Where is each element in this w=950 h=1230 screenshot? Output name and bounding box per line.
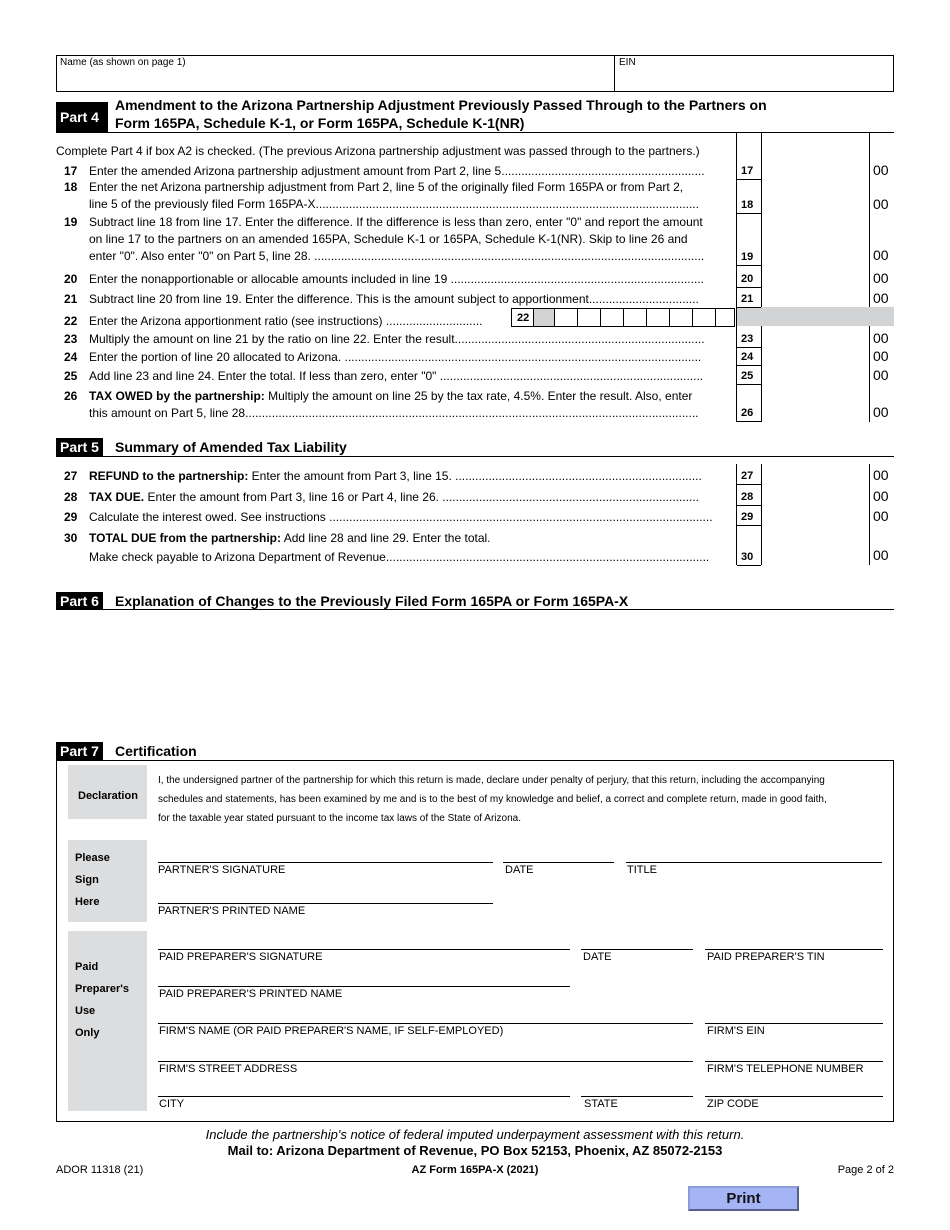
line19-cents: 00 <box>873 247 889 263</box>
ein-label: EIN <box>619 57 636 68</box>
firm-name-line <box>158 1023 693 1024</box>
state-label: STATE <box>584 1098 618 1110</box>
footer-include-note: Include the partnership's notice of federal imputed underpayment assessment with this return. <box>205 1127 745 1142</box>
line22-box: 22 <box>517 312 530 324</box>
line19-text-a: Subtract line 18 from line 17. Enter the difference. If the difference is less than zero, enter "0" and report the amount <box>89 215 703 229</box>
sign-word-sign: Sign <box>75 874 99 886</box>
prep-name-label: PAID PREPARER'S PRINTED NAME <box>159 988 343 1000</box>
part4-intro: Complete Part 4 if box A2 is checked. (The previous Arizona partnership adjustment was passed through to the partners.) <box>56 144 700 158</box>
firm-ein-line <box>705 1023 883 1024</box>
line18-amount-input[interactable] <box>762 196 868 213</box>
line19-amount-input[interactable] <box>762 248 868 265</box>
city-label: CITY <box>159 1098 185 1110</box>
partner-sig-line <box>158 862 493 863</box>
line28-text <box>89 489 733 506</box>
line20-cents: 00 <box>873 270 889 286</box>
line26-text-a <box>89 388 692 405</box>
line22-num: 22 <box>64 314 78 328</box>
line26-text-b: this amount on Part 5, line 28........................................................................................................................................ <box>89 406 699 420</box>
line26-rest: Multiply the amount on line 25 by the tax rate, 4.5%. Enter the result. Also, enter <box>264 389 693 403</box>
line18-cents: 00 <box>873 196 889 212</box>
line21-box: 21 <box>741 293 754 305</box>
name-label: Name (as shown on page 1) <box>60 57 186 68</box>
prep-tin-label: PAID PREPARER'S TIN <box>707 951 825 963</box>
line21-box-rule <box>737 307 761 308</box>
firm-address-input[interactable] <box>158 1042 693 1060</box>
line23-cents: 00 <box>873 330 889 346</box>
line28-box-rule <box>737 505 761 506</box>
part4-title-line1: Amendment to the Arizona Partnership Adjustment Previously Passed Through to the Partners on <box>115 97 767 113</box>
partner-title-line <box>626 862 882 863</box>
line19-text-b: on line 17 to the partners on an amended 165PA, Schedule K-1 or 165PA, Schedule K-1(NR). Skip to line 26 and <box>89 232 688 246</box>
part6-tag: Part 6 <box>56 592 103 610</box>
firm-name-input[interactable] <box>158 1004 693 1022</box>
state-line <box>581 1096 693 1097</box>
line21-num: 21 <box>64 292 78 306</box>
line17-amount-input[interactable] <box>762 163 868 180</box>
firm-ein-label: FIRM'S EIN <box>707 1025 765 1037</box>
line28-box: 28 <box>741 491 754 503</box>
part5-tag: Part 5 <box>56 438 103 456</box>
prep-signature-input[interactable] <box>158 930 570 948</box>
prep-date-input[interactable] <box>581 930 693 948</box>
declaration-label: Declaration <box>78 790 138 802</box>
prep-name-line <box>158 986 570 987</box>
declaration-line3: for the taxable year stated pursuant to the income tax laws of the State of Arizona. <box>158 813 521 824</box>
p4-col-right <box>869 132 870 422</box>
prep-date-line <box>581 949 693 950</box>
line20-box: 20 <box>741 273 754 285</box>
line24-box-rule <box>737 365 761 366</box>
line23-num: 23 <box>64 332 78 346</box>
partner-date-label: DATE <box>505 864 534 876</box>
line22-text: Enter the Arizona apportionment ratio (see instructions) ............................. <box>89 314 483 328</box>
line23-text: Multiply the amount on line 21 by the ratio on line 22. Enter the result........................................................................... <box>89 332 705 346</box>
name-ein-divider <box>614 55 615 92</box>
line17-box-rule <box>737 179 761 180</box>
prep-tin-input[interactable] <box>705 930 883 948</box>
footer-form-title: AZ Form 165PA-X (2021) <box>411 1164 539 1176</box>
line23-box: 23 <box>741 333 754 345</box>
line24-text: Enter the portion of line 20 allocated to Arizona. ........................................................................................................... <box>89 350 702 364</box>
line27-cents: 00 <box>873 467 889 483</box>
sign-word-please: Please <box>75 852 110 864</box>
line19-box-rule <box>737 265 761 266</box>
line20-text: Enter the nonapportionable or allocable amounts included in line 19 ............................................................................ <box>89 272 704 286</box>
partner-signature-input[interactable] <box>158 843 493 861</box>
declaration-text <box>158 771 827 828</box>
line28-num: 28 <box>64 490 78 504</box>
firm-phone-line <box>705 1061 883 1062</box>
part5-title: Summary of Amended Tax Liability <box>115 439 347 455</box>
ein-input[interactable] <box>617 70 892 90</box>
line21-amount-input[interactable] <box>762 291 868 308</box>
ratio-input[interactable] <box>555 309 734 326</box>
line17-num: 17 <box>64 164 78 178</box>
line29-amount-input[interactable] <box>762 508 868 525</box>
part4-rule <box>56 132 894 133</box>
prep-name-input[interactable] <box>158 967 570 985</box>
footer-mail-to: Mail to: Arizona Department of Revenue, PO Box 52153, Phoenix, AZ 85072-2153 <box>227 1143 723 1158</box>
line27-box: 27 <box>741 470 754 482</box>
name-input[interactable] <box>58 70 612 90</box>
line28-cents: 00 <box>873 488 889 504</box>
line30-rest: Add line 28 and line 29. Enter the total. <box>281 531 491 545</box>
partner-date-line <box>503 862 614 863</box>
line30-amount-input[interactable] <box>762 547 868 564</box>
firm-name-label: FIRM'S NAME (OR PAID PREPARER'S NAME, IF SELF-EMPLOYED) <box>159 1025 504 1037</box>
firm-addr-line <box>158 1061 693 1062</box>
line30-bold: TOTAL DUE from the partnership: <box>89 531 282 545</box>
firm-phone-input[interactable] <box>705 1042 883 1060</box>
part4-title-line2: Form 165PA, Schedule K-1, or Form 165PA, Schedule K-1(NR) <box>115 115 525 131</box>
footer-page-number: Page 2 of 2 <box>837 1164 894 1176</box>
line18-text-a: Enter the net Arizona partnership adjustment from Part 2, line 5 of the originally filed Form 165PA or from Part 2, <box>89 180 684 194</box>
firm-phone-label: FIRM'S TELEPHONE NUMBER <box>707 1063 864 1075</box>
line21-cents: 00 <box>873 290 889 306</box>
preparer-word-only: Only <box>75 1027 100 1039</box>
p5-col-left <box>736 464 737 565</box>
line24-box: 24 <box>741 351 754 363</box>
firm-address-label: FIRM'S STREET ADDRESS <box>159 1063 298 1075</box>
line25-box: 25 <box>741 370 754 382</box>
declaration-line2: schedules and statements, has been examined by me and is to the best of my knowledge and belief, a correct and complete return, made in good faith, <box>158 794 827 805</box>
line24-num: 24 <box>64 350 78 364</box>
part4-tag: Part 4 <box>56 102 108 132</box>
line30-box: 30 <box>741 551 754 563</box>
line18-box: 18 <box>741 199 754 211</box>
line26-num: 26 <box>64 389 78 403</box>
part5-rule <box>56 456 894 457</box>
zip-input[interactable] <box>705 1077 883 1095</box>
p5-col-right <box>869 464 870 565</box>
line29-num: 29 <box>64 510 78 524</box>
preparer-word-preparers: Preparer's <box>75 983 129 995</box>
line18-text-b: line 5 of the previously filed Form 165PA-X................................................................................................................... <box>89 197 699 211</box>
line29-text: Calculate the interest owed. See instructions ................................................................................................................... <box>89 510 713 524</box>
prep-date-label: DATE <box>583 951 612 963</box>
line28-bold: TAX DUE. <box>89 490 145 504</box>
line18-box-rule <box>737 213 761 214</box>
p4-col-left <box>736 132 737 422</box>
partner-title-input[interactable] <box>626 843 882 861</box>
line28-rest: Enter the amount from Part 3, line 16 or Part 4, line 26. ............................................................................. <box>144 490 699 504</box>
line20-box-rule <box>737 287 761 288</box>
line21-text: Subtract line 20 from line 19. Enter the difference. This is the amount subject to apportionment................................. <box>89 292 699 306</box>
partner-name-label: PARTNER'S PRINTED NAME <box>158 905 306 917</box>
line17-box: 17 <box>741 165 754 177</box>
partner-name-line <box>158 903 493 904</box>
line25-amount-input[interactable] <box>762 368 868 385</box>
explanation-textarea[interactable] <box>56 612 894 732</box>
zip-label: ZIP CODE <box>707 1098 759 1110</box>
line26-cents: 00 <box>873 404 889 420</box>
part7-tag: Part 7 <box>56 742 103 760</box>
firm-ein-input[interactable] <box>705 1004 883 1022</box>
line27-num: 27 <box>64 469 78 483</box>
line27-text <box>89 468 733 485</box>
city-line <box>158 1096 570 1097</box>
city-input[interactable] <box>158 1077 570 1095</box>
line27-bold: REFUND to the partnership: <box>89 469 249 483</box>
line20-num: 20 <box>64 272 78 286</box>
partner-date-input[interactable] <box>503 843 614 861</box>
line23-amount-input[interactable] <box>762 331 868 348</box>
line22-shaded <box>737 307 894 326</box>
print-button[interactable]: Print <box>688 1186 799 1211</box>
line25-box-rule <box>737 384 761 385</box>
prep-tin-line <box>705 949 883 950</box>
line30-text-b: Make check payable to Arizona Department of Revenue................................................................................................. <box>89 550 710 564</box>
line30-num: 30 <box>64 531 78 545</box>
preparer-word-paid: Paid <box>75 961 99 973</box>
line27-box-rule <box>737 484 761 485</box>
line24-cents: 00 <box>873 348 889 364</box>
line27-amount-input[interactable] <box>762 467 868 484</box>
line30-text-a <box>89 530 491 547</box>
line27-rest: Enter the amount from Part 3, line 15. .......................................................................... <box>248 469 702 483</box>
zip-line <box>705 1096 883 1097</box>
preparer-word-use: Use <box>75 1005 96 1017</box>
line26-amount-input[interactable] <box>762 404 868 421</box>
line30-box-rule <box>737 565 761 566</box>
prep-sig-line <box>158 949 570 950</box>
line26-bold: TAX OWED by the partnership: <box>89 389 265 403</box>
line26-box-rule <box>737 421 761 422</box>
line19-box: 19 <box>741 251 754 263</box>
sign-here-label <box>75 847 110 913</box>
preparer-label <box>75 956 129 1044</box>
sign-word-here: Here <box>75 896 100 908</box>
part6-rule <box>56 609 894 610</box>
line29-cents: 00 <box>873 508 889 524</box>
line28-amount-input[interactable] <box>762 488 868 505</box>
line25-num: 25 <box>64 369 78 383</box>
line17-cents: 00 <box>873 162 889 178</box>
partner-signature-label: PARTNER'S SIGNATURE <box>158 864 286 876</box>
line25-text: Add line 23 and line 24. Enter the total. If less than zero, enter "0" ............................................................................... <box>89 369 704 383</box>
line17-text: Enter the amended Arizona partnership adjustment amount from Part 2, line 5............................................................. <box>89 164 705 178</box>
line29-box-rule <box>737 525 761 526</box>
line18-num: 18 <box>64 180 78 194</box>
line30-cents: 00 <box>873 547 889 563</box>
partner-name-input[interactable] <box>158 884 493 902</box>
declaration-line1: I, the undersigned partner of the partnership for which this return is made, declare under penalty of perjury, that this return, including the accompanying <box>158 775 825 786</box>
footer-form-code: ADOR 11318 (21) <box>56 1164 144 1176</box>
partner-title-label: TITLE <box>627 864 657 876</box>
line19-num: 19 <box>64 215 78 229</box>
part6-title: Explanation of Changes to the Previously Filed Form 165PA or Form 165PA-X <box>115 593 629 609</box>
line24-amount-input[interactable] <box>762 349 868 366</box>
line25-cents: 00 <box>873 367 889 383</box>
line26-box: 26 <box>741 407 754 419</box>
part7-title: Certification <box>115 743 197 759</box>
prep-signature-label: PAID PREPARER'S SIGNATURE <box>159 951 323 963</box>
line19-text-c: enter "0". Also enter "0" on Part 5, line 28. ..................................................................................................................... <box>89 249 705 263</box>
line29-box: 29 <box>741 511 754 523</box>
line20-amount-input[interactable] <box>762 271 868 288</box>
line23-box-rule <box>737 347 761 348</box>
state-input[interactable] <box>581 1077 693 1095</box>
